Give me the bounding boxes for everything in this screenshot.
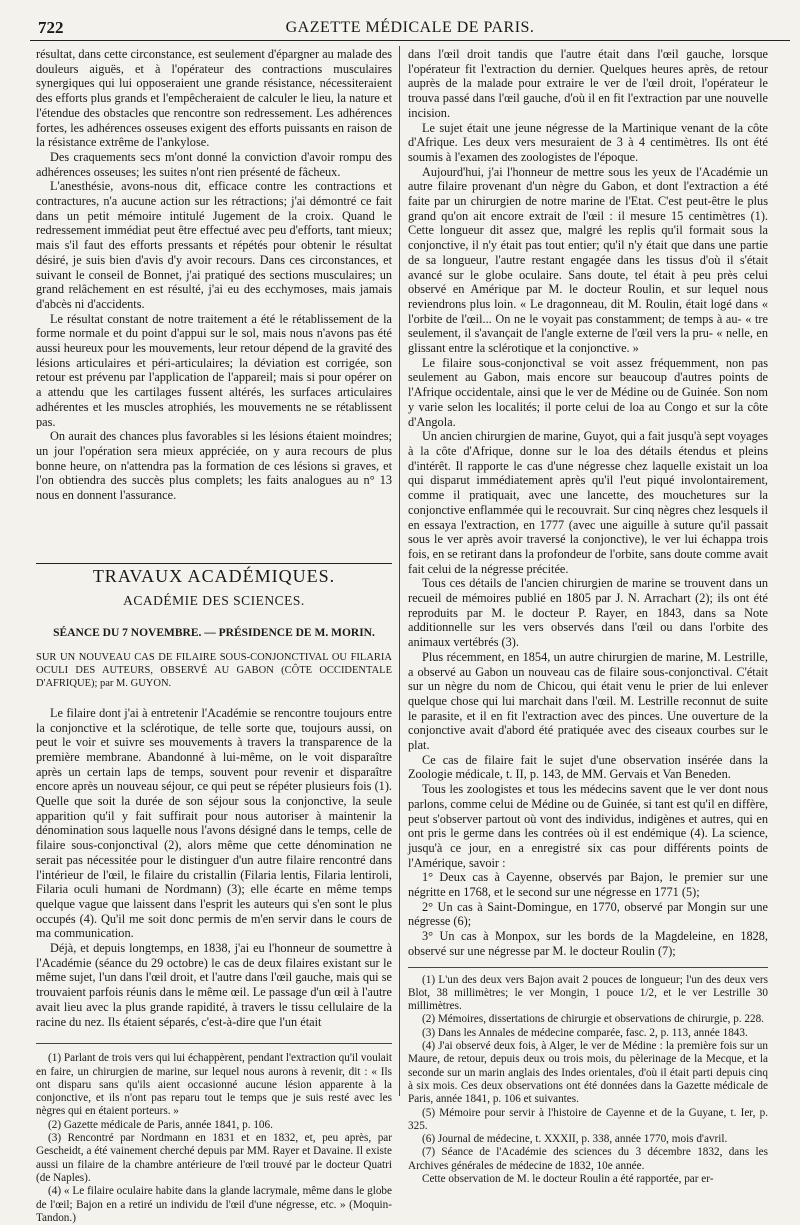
body-paragraph: Tous les zoologistes et tous les médecins savent que le ver dont nous parlons, comme celui de Médine ou de Guinée, si tant est qu'il en diffère, peut s'observer partout où vont des individus, indigènes et autres, qui en ont pris le germe dans les contrées où il est endémique (4). La science, jusqu'à ce jour, en a enregistré six cas pour différents points de l'Amérique, savoir :	[408, 782, 768, 870]
session-line: SÉANCE DU 7 NOVEMBRE. — PRÉSIDENCE DE M. MORIN.	[53, 626, 375, 639]
body-paragraph: Le filaire dont j'ai à entretenir l'Académie se rencontre toujours entre la conjonctive et la sclérotique, de telle sorte que, toujours aussi, on peut le voir et suivre ses mouvements à travers la transparence de la première membrane. Abandonné à lui-même, on le voit disparaître après un certain laps de temps, souvent pour revenir et disparaître encore après un nouveau séjour, ce qui peut se répéter plusieurs fois (1). Quelle que soit la durée de son séjour sous la conjonctive, la seule apparition qu'il y fait suffirait pour nous autoriser à maintenir la dénomination sous laquelle nous l'avons désigné dans le temps, celle de filaire sous-conjonctival (2), alors même que cette dénomination ne serait pas nécessitée pour le distinguer d'un autre filaire rencontré dans l'intérieur de l'œil, le filaire du cristallin (Filaria lentis, Filaria lentiroli, Filaria oculi humani de Nordmann) (3); elle écarte en même temps quelque vague que laissent dans l'esprit les auteurs qui s'en sont le plus occupés (4). Qu'il me soit donc permis de m'en servir dans le cours de ma communication.	[36, 705, 392, 941]
section-heading: TRAVAUX ACADÉMIQUES.	[36, 563, 392, 587]
footnote: (1) L'un des deux vers Bajon avait 2 pouces de longueur; l'un des deux vers Blot, 38 millimètres; le ver Mongin, 1 pouce 1/2, et le ver Lestrille 30 millimètres.	[408, 973, 768, 1013]
footnote: Cette observation de M. le docteur Roulin a été rapportée, par er-	[422, 1173, 714, 1186]
subsection-title: ACADÉMIE DES SCIENCES.	[123, 592, 305, 608]
footnote: (2) Mémoires, dissertations de chirurgie et observations de chirurgie, p. 228.	[422, 1013, 764, 1026]
column-divider	[399, 46, 400, 1096]
left-column	[36, 47, 392, 1224]
body-paragraph: L'anesthésie, avons-nous dit, efficace contre les contractions et contractures, n'a aucune action sur les rétractions; j'ai démontré ce fait dans un petit mémoire intitulé Jugement de la croix. Quand le redressement immédiat peut être effectué avec peu d'efforts, tant mieux; mais s'il faut des efforts pressants et répétés pour obtenir le résultat désiré, je suis bien d'avis d'y avoir recours. Dans ces circonstances, et suivant le conseil de Bonnet, j'ai pratiqué des sections musculaires; un grand relâchement en est résulté, j'ai eu des ecchymoses, mais jamais d'abcès ni d'accidents.	[36, 179, 392, 311]
body-paragraph: On aurait des chances plus favorables si les lésions étaient moindres; un jour l'opération sera mieux appréciée, on y aura recours de plus bonne heure, on n'attendra pas la formation de ces lésions si graves, et l'on obtiendra des succès plus complets; les faits analogues au n° 13 nous en donnent l'assurance.	[36, 429, 392, 503]
body-paragraph: Le résultat constant de notre traitement a été le rétablissement de la forme normale et du point d'appui sur le sol, mais nous n'avons pas été aussi heureux pour les mouvements, leur retour dépend de la gravité des lésions articulaires et péri-articulaires; la déviation est corrigée, son retour est prévenu par l'application de l'appareil; mais si pour opérer on a attendu que les cartilages fussent altérés, les surfaces articulaires adhérentes et les muscles atrophiés, les mouvements ne se rétablissent pas.	[36, 311, 392, 429]
right-column	[408, 47, 768, 1186]
list-item: 2° Un cas à Saint-Domingue, en 1770, observé par Mongin sur une négresse (6);	[408, 899, 768, 929]
footnote: (2) Gazette médicale de Paris, année 1841, p. 106.	[48, 1118, 273, 1131]
body-paragraph: Déjà, et depuis longtemps, en 1838, j'ai eu l'honneur de soumettre à l'Académie (séance du 29 octobre) le cas de deux filaires existant sur le même sujet, l'un dans l'œil droit, et l'autre dans l'œil gauche, mais qui se trouvaient parfois réunis dans le même œil. Le passage d'un œil à l'autre avait lieu avec la plus grande rapidité, à travers le tissu cellulaire de la racine du nez. Ils étaient séparés, c'est-à-dire que l'un était	[36, 941, 392, 1029]
list-item: 1° Deux cas à Cayenne, observés par Bajon, le premier sur une négritte en 1768, et le second sur une négresse en 1771 (5);	[408, 870, 768, 900]
footnote: (7) Séance de l'Académie des sciences du 3 décembre 1832, dans les Archives générales de médecine de 1832, 10e année.	[408, 1146, 768, 1172]
body-paragraph: dans l'œil droit tandis que l'autre était dans l'œil gauche, lorsque l'opérateur fit l'extraction du dernier. Quelques heures après, de retour auprès de la malade pour extraire le ver de l'œil droit, l'opérateur le trouva passé dans l'œil gauche, d'où il en fit l'extraction par une nouvelle incision.	[408, 47, 768, 120]
list-item: 3° Un cas à Monpox, sur les bords de la Magdeleine, en 1828, observé sur une négresse par M. le docteur Roulin (7);	[408, 929, 768, 958]
body-paragraph: Le sujet était une jeune négresse de la Martinique venant de la côte d'Afrique. Les deux vers mesuraient de 3 à 4 centimètres. Ils ont été soumis à l'examen des zoologistes de l'époque.	[408, 120, 768, 164]
body-paragraph: Plus récemment, en 1854, un autre chirurgien de marine, M. Lestrille, a observé au Gabon un nouveau cas de filaire sous-conjonctival. C'était sur un nègre du nom de Chicou, qui était venu le prier de lui enlever quelque chose qui lui marchait dans l'œil. M. Lestrille reconnut de suite le parasite, et il en fit l'extraction avec des pinces. Une ouverture de la conjonctive avait d'abord été pratiquée avec des ciseaux courbes sur le plat.	[408, 649, 768, 753]
footnotes	[36, 1043, 392, 1225]
body-paragraph: résultat, dans cette circonstance, est seulement d'épargner au malade des douleurs aiguës, et à l'opérateur des contractions musculaires synergiques qui lui opposeraient une grande résistance, nécessiteraient des efforts plus grands et l'empêcheraient de calculer le lieu, la nature et l'étendue des obstacles que rencontre son redressement. Les adhérences fortes, les adhérences osseuses exigent des efforts puissants en raison de la résistance extrême de l'ankylose.	[36, 47, 392, 150]
body-paragraph: Ce cas de filaire fait le sujet d'une observation insérée dans la Zoologie médicale, t. II, p. 143, de MM. Gervais et Van Beneden.	[408, 752, 768, 782]
running-title: GAZETTE MÉDICALE DE PARIS.	[285, 19, 535, 36]
body-paragraph: Le filaire sous-conjonctival se voit assez fréquemment, non pas seulement au Gabon, mais encore sur beaucoup d'autres points de l'Afrique occidentale, ainsi que le ver de Médine ou de Guinée. Son nom y varie selon les localités; il porte celui de loa au Congo et sur la côte d'Angola.	[408, 355, 768, 429]
body-paragraph: Tous ces détails de l'ancien chirurgien de marine se trouvent dans un recueil de mémoires publié en 1805 par J. N. Arrachart (2); ils ont été reproduits par M. le docteur P. Rayer, en 1843, dans sa Note additionnelle sur les vers observés dans l'œil ou dans l'orbite des animaux vertébrés (3).	[408, 576, 768, 650]
body-paragraph: Des craquements secs m'ont donné la conviction d'avoir rompu des adhérences osseuses; les suites n'ont rien présenté de fâcheux.	[36, 149, 392, 179]
footnote: (4) « Le filaire oculaire habite dans la glande lacrymale, même dans le globe de l'œil; Bajon en a retiré un individu de l'œil d'une négresse, etc. » (Moquin-Tandon.)	[36, 1185, 392, 1224]
page-header	[30, 18, 790, 41]
footnote: (3) Rencontré par Nordmann en 1831 et en 1832, et, peu après, par Gescheidt, a été vainement cherché depuis par MM. Rayer et Davaine. Il existe aussi un filaire de la chambre antérieure de l'œil trouvé par le docteur Quatri (de Naples).	[36, 1132, 392, 1184]
page-number: 722	[38, 18, 64, 37]
footnote: (1) Parlant de trois vers qui lui échappèrent, pendant l'extraction qu'il voulait en faire, un chirurgien de marine, sur lequel nous aurons à revenir, dit : « Ils ont disparu sans qu'ils aient occasionné aucune lésion apparente à la conjonctive, et ils n'ont pas reparu tout le temps que je suis resté avec les nègres qui en étaient porteurs. »	[36, 1052, 392, 1118]
paper-title: SUR UN NOUVEAU CAS DE FILAIRE SOUS-CONJONCTIVAL OU FILARIA OCULI DES AUTEURS, OBSERVÉ AU GABON (CÔTE OCCIDENTALE D'AFRIQUE); par M. GUYON.	[36, 651, 392, 689]
footnote: (4) J'ai observé deux fois, à Alger, le ver de Médine : la première fois sur un Maure, de retour, depuis deux ou trois mois, du pèlerinage de la Mecque, et la seconde sur un marin anglais des Indes orientales, d'où il était parti depuis cinq à six mois. Ces deux observations ont été données dans la Gazette médicale de Paris, année 1841, p. 106 et suivantes.	[408, 1040, 768, 1106]
footnote: (5) Mémoire pour servir à l'histoire de Cayenne et de la Guyane, t. Ier, p. 325.	[408, 1106, 768, 1132]
footnotes	[408, 967, 768, 1187]
footnote: (3) Dans les Annales de médecine comparée, fasc. 2, p. 113, année 1843.	[422, 1026, 748, 1039]
footnote: (6) Journal de médecine, t. XXXII, p. 338, année 1770, mois d'avril.	[422, 1133, 728, 1146]
body-paragraph: Un ancien chirurgien de marine, Guyot, qui a fait jusqu'à sept voyages à la côte d'Afrique, donne sur le loa des détails étendus et pleins d'intérêt. Il rapporte le cas d'une négresse chez laquelle existait un loa qui disparut immédiatement après qu'il l'eut piqué involontairement, comme il pratiquait, avec une lancette, des mouchetures sur la conjonctive enflammée qui le recouvrait. Sur cinq nègres chez lesquels il en essaya l'extraction, en 1777 (avec une aiguille à suture qu'il passait sous le ver après avoir traversé la conjonctive), le ver lui échappa trois fois, en se retirant dans la profondeur de l'orbite, sans doute comme avait fait celui de la négresse précitée.	[408, 429, 768, 576]
body-paragraph: Aujourd'hui, j'ai l'honneur de mettre sous les yeux de l'Académie un autre filaire provenant d'un nègre du Gabon, et dont l'extraction a été faite par un chirurgien de notre marine de l'Etat. C'est peut-être le plus grand qu'on ait encore extrait de l'œil : il mesure 15 centimètres (1). Cette longueur dit assez que, malgré les replis qu'il formait sous la conjonctive, il n'y était pas tout entier; qu'il n'y était que dans une partie de sa longueur, l'autre restant engagée dans les tissus d'où il s'était avancé sur le globe oculaire. Sans doute, tel était à peu près celui observé en Amérique par M. le docteur Roulin, et sur lequel nous reviendrons plus loin. « Le dragonneau, dit M. Roulin, était logé dans « l'orbite de l'œil... On ne le voyait pas constamment; de temps à au- « tre seulement, il s'avançait de l'angle externe de l'œil vers la pru- « nelle, en glissant entre la sclérotique et la conjonctive. »	[408, 164, 768, 356]
